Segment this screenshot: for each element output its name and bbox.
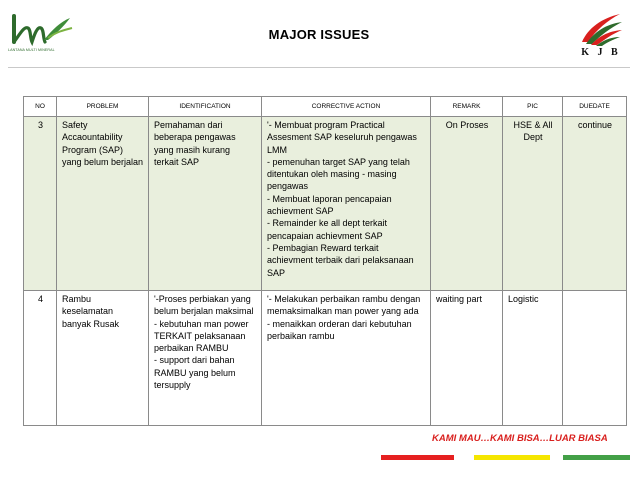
footer-bar-yellow xyxy=(474,455,550,460)
cell-identification: '-Proses perbiakan yang belum berjalan maksimal - kebutuhan man power TERKAIT pelaksanaan perbaikan RAMBU - support dari bahan RAMBU yang belum tersupply xyxy=(149,291,262,426)
cell-corrective-action: '- Melakukan perbaikan rambu dengan memaksimalkan man power yang ada - menaikkan orderan dari kebutuhan perbaikan rambu xyxy=(262,291,431,426)
col-header-pic: PIC xyxy=(503,97,563,117)
header-divider xyxy=(8,67,630,68)
footer-bar-green xyxy=(563,455,630,460)
cell-identification: Pemahaman dari beberapa pengawas yang masih kurang terkait SAP xyxy=(149,117,262,291)
col-header-corrective-action: CORRECTIVE ACTION xyxy=(262,97,431,117)
cell-duedate xyxy=(563,291,627,426)
cell-pic: HSE & All Dept xyxy=(503,117,563,291)
company-logo-caption: LANTANA MULTI MINERAL xyxy=(8,48,55,52)
cell-problem: Safety Accaountability Program (SAP) yang belum berjalan xyxy=(57,117,149,291)
kjb-wings-icon xyxy=(578,10,624,48)
page-title: MAJOR ISSUES xyxy=(268,27,370,42)
col-header-remark: REMARK xyxy=(431,97,503,117)
cell-duedate: continue xyxy=(563,117,627,291)
kjb-logo-text: K J B xyxy=(581,47,621,58)
col-header-problem: PROBLEM xyxy=(57,97,149,117)
cell-remark: On Proses xyxy=(431,117,503,291)
footer-bar-red xyxy=(381,455,454,460)
table-row xyxy=(24,291,627,426)
cell-remark: waiting part xyxy=(431,291,503,426)
cell-pic: Logistic xyxy=(503,291,563,426)
issues-table xyxy=(23,96,627,426)
slogan-text: KAMI MAU…KAMI BISA…LUAR BIASA xyxy=(432,433,608,444)
col-header-no: NO xyxy=(24,97,57,117)
cell-problem: Rambu keselamatan banyak Rusak xyxy=(57,291,149,426)
table-header-row xyxy=(24,97,627,117)
col-header-identification: IDENTIFICATION xyxy=(149,97,262,117)
cell-no: 4 xyxy=(24,291,57,426)
table-row xyxy=(24,117,627,291)
cell-corrective-action: '- Membuat program Practical Assesment SAP keseluruh pengawas LMM - pemenuhan target SAP yang telah ditentukan oleh masing - masing pengawas - Membuat laporan pencapaian achievment SAP - Remainder ke all dept terkait pencapaian achievment SAP - Pembagian Reward terkait achievment terbaik dari pelaksanaan SAP xyxy=(262,117,431,291)
col-header-duedate: DUEDATE xyxy=(563,97,627,117)
cell-no: 3 xyxy=(24,117,57,291)
kjb-logo xyxy=(578,10,624,62)
